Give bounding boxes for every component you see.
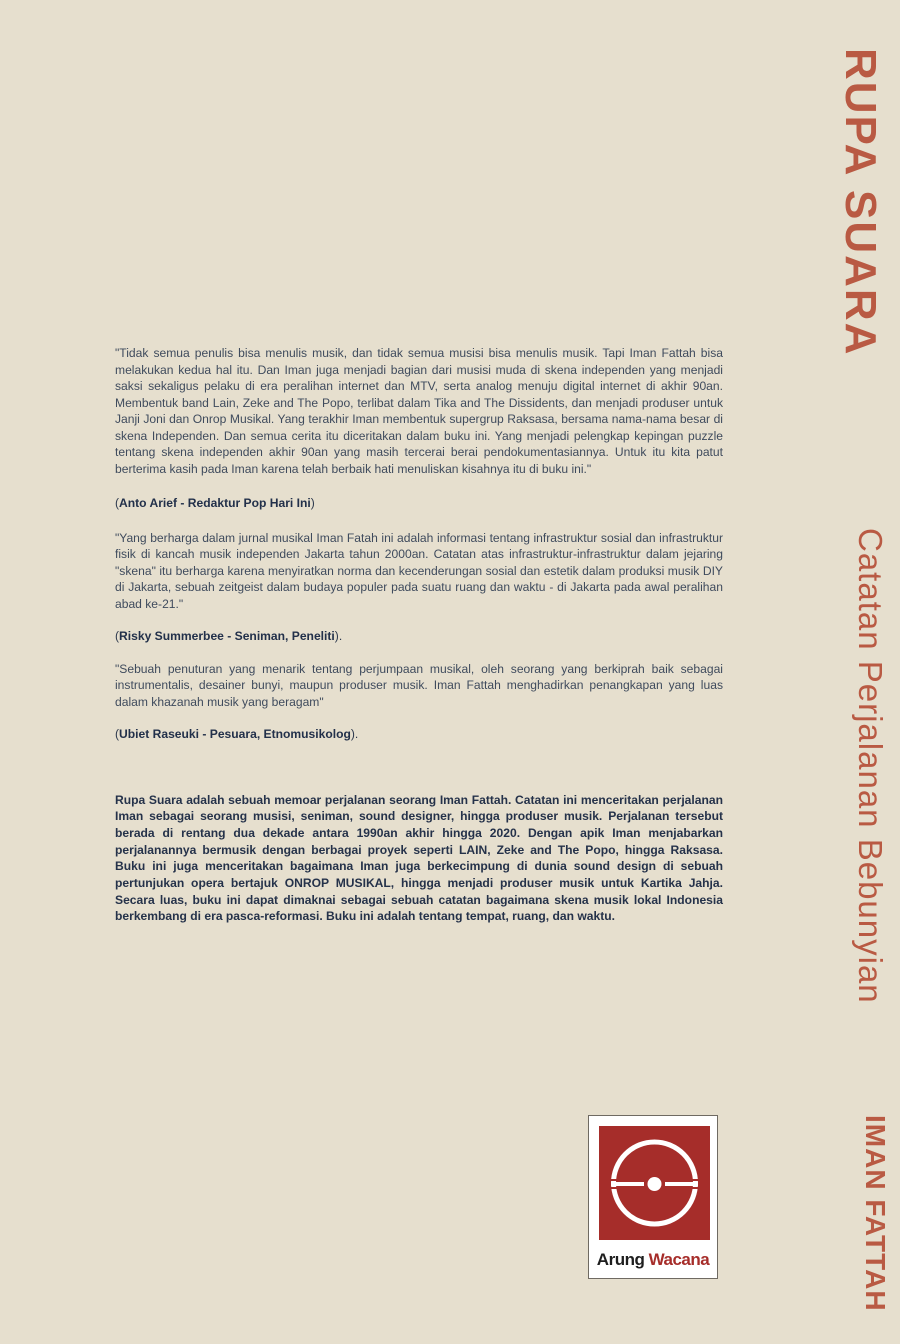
spine-title: RUPA SUARA (836, 48, 885, 357)
endorsement-attribution-1: (Anto Arief - Redaktur Pop Hari Ini) (115, 496, 315, 510)
publisher-logo (588, 1115, 718, 1279)
endorsement-quote-3: "Sebuah penuturan yang menarik tentang perjumpaan musikal, oleh seorang yang berkiprah baik sebagai instrumentalis, desainer bunyi, maupun produser musik. Iman Fattah menghadirkan penangkapan yang luas dalam khazanah musik yang beragam" (115, 661, 723, 709)
publisher-name: Arung Wacana (596, 1250, 710, 1269)
attribution-name-1: Anto Arief - Redaktur Pop Hari Ini (119, 496, 311, 510)
book-synopsis: Rupa Suara adalah sebuah memoar perjalanan seorang Iman Fattah. Catatan ini menceritakan perjalanan Iman sebagai seorang musisi, seniman, sound designer, hingga produser musik. Perjalanan tersebut berada di rentang dua dekade antara 1990an akhir hingga 2020. Dengan apik Iman menjabarkan perjalanannya bermusik dengan berbagai proyek seperti LAIN, Zeke and The Popo, hingga Raksasa. Buku ini juga menceritakan bagaimana Iman juga berkecimpung di dunia sound design di sebuah pertunjukan opera bertajuk ONROP MUSIKAL, hingga menjadi produser musik untuk Kartika Jahja. Secara luas, buku ini dapat dimaknai sebagai sebuah catatan bagaimana skena musik lokal Indonesia berkembang di era pasca-reformasi. Buku ini adalah tentang tempat, ruang, dan waktu. (115, 792, 723, 924)
endorsement-attribution-3: (Ubiet Raseuki - Pesuara, Etnomusikolog). (115, 727, 359, 741)
spine-subtitle: Catatan Perjalanan Bebunyian (852, 528, 889, 1004)
attribution-name-2: Risky Summerbee - Seniman, Peneliti (119, 629, 335, 643)
attribution-name-3: Ubiet Raseuki - Pesuara, Etnomusikolog (119, 727, 351, 741)
spine-author: IMAN FATTAH (860, 1115, 891, 1312)
spine (818, 0, 891, 1344)
back-cover-text (115, 345, 723, 925)
endorsement-attribution-2: (Risky Summerbee - Seniman, Peneliti). (115, 629, 343, 643)
endorsement-quote-2: "Yang berharga dalam jurnal musikal Iman Fatah ini adalah informasi tentang infrastruktur sosial dan infrastruktur fisik di kancah musik independen Jakarta tahun 2000an. Catatan atas infrastruktur-infrastruktur dalam jejaring "skena" itu berharga karena menyiratkan norma dan kecenderungan sosial dan estetik dalam produksi musik DIY di Jakarta, sebuah zeitgeist dalam budaya populer pada suatu ruang dan waktu - di Jakarta pada awal peralihan abad ke-21." (115, 530, 723, 611)
endorsement-quote-1: "Tidak semua penulis bisa menulis musik, dan tidak semua musisi bisa menulis musik. Tapi Iman Fattah bisa melakukan kedua hal itu. Dan Iman juga menjadi bagian dari musisi muda di skena independen yang menjadi saksi sekaligus pelaku di era peralihan internet dan MTV, serta analog menuju digital internet di akhir 90an. Membentuk band Lain, Zeke and The Popo, terlibat dalam Tika and The Dissidents, dan menjadi produser untuk Janji Joni dan Onrop Musikal. Yang terakhir Iman membentuk supergrup Raksasa, bersama nama-nama besar di skena Independen. Dan semua cerita itu diceritakan dalam buku ini. Yang menjadi pelengkap kepingan puzzle tentang skena independen akhir 90an yang masih tercerai berai pendokumentasiannya. Untuk itu kita patut berterima kasih pada Iman karena telah berbaik hati menuliskan kisahnya itu di buku ini." (115, 346, 723, 476)
vinyl-record-disc-icon (599, 1126, 710, 1240)
